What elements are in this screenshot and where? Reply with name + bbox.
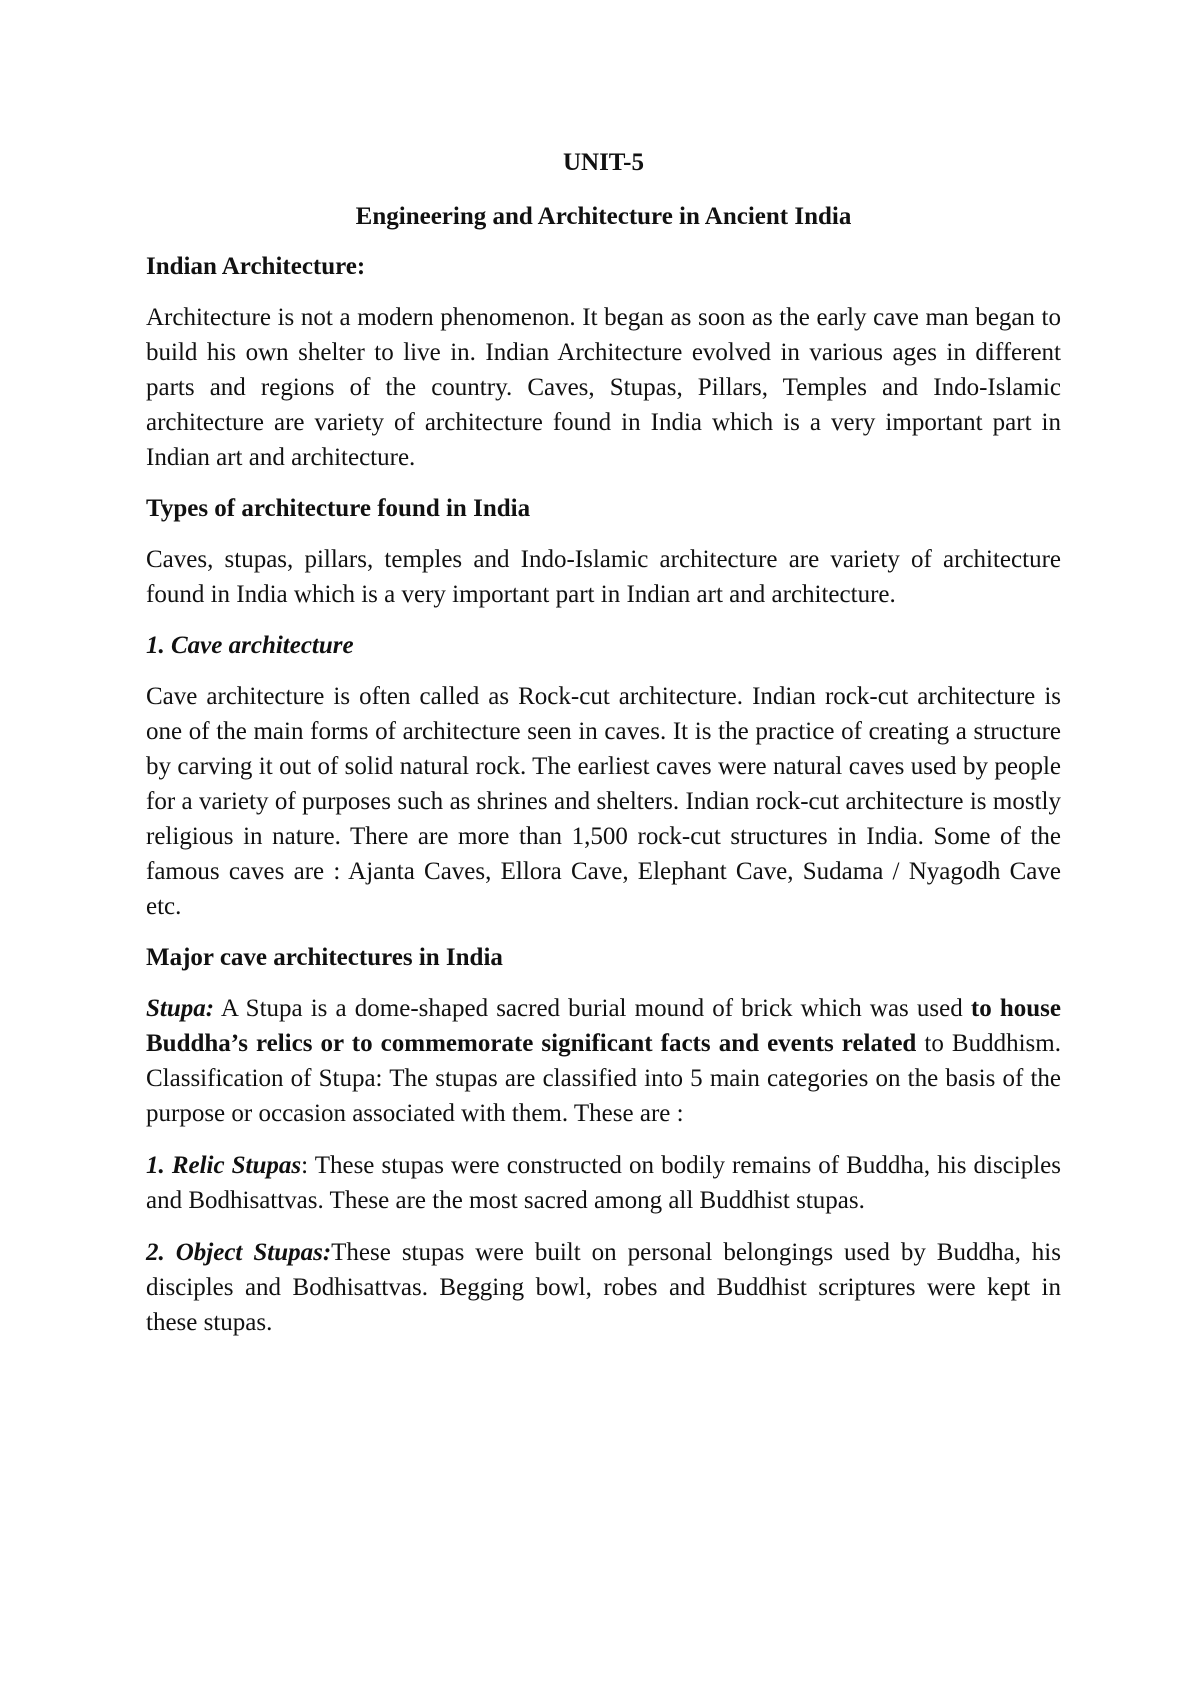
relic-stupas-term: 1. Relic Stupas: [146, 1152, 302, 1179]
heading-cave-architecture: 1. Cave architecture: [146, 632, 354, 659]
unit-label: UNIT-5: [562, 149, 645, 176]
heading-major-cave-architectures: Major cave architectures in India: [146, 944, 503, 971]
object-stupas-text: These stupas were built on personal belongings used by Buddha, his disciples and Bodhisattvas. Begging bowl, robes and Buddhist scriptures were kept in these stupas.: [146, 1239, 1061, 1336]
heading-indian-architecture: Indian Architecture:: [146, 253, 366, 280]
paragraph-types-of-architecture: Caves, stupas, pillars, temples and Indo-Islamic architecture are variety of architecture found in India which is a very important part in Indian art and architecture.: [146, 546, 1061, 608]
paragraph-stupa: [146, 991, 1061, 1131]
paragraph-object-stupas: [146, 1235, 1061, 1340]
page-content: [146, 146, 1061, 1357]
paragraph-cave-architecture: Cave architecture is often called as Rock-cut architecture. Indian rock-cut architecture is one of the main forms of architecture seen in caves. It is the practice of creating a structure by carving it out of solid natural rock. The earliest caves were natural caves used by people for a variety of purposes such as shrines and shelters. Indian rock-cut architecture is mostly religious in nature. There are more than 1,500 rock-cut structures in India. Some of the famous caves are : Ajanta Caves, Ellora Cave, Elephant Cave, Sudama / Nyagodh Cave etc.: [146, 683, 1061, 920]
stupa-term: Stupa:: [146, 995, 215, 1022]
stupa-text-1: A Stupa is a dome-shaped sacred burial mound of brick which was used: [214, 995, 971, 1022]
object-stupas-term: 2. Object Stupas:: [146, 1239, 332, 1266]
stupa-text-bold: to house Buddha’s relics or to commemorate significant facts and events related: [146, 995, 1061, 1057]
paragraph-relic-stupas: [146, 1148, 1061, 1218]
heading-types-of-architecture: Types of architecture found in India: [146, 495, 531, 522]
paragraph-indian-architecture: Architecture is not a modern phenomenon. It began as soon as the early cave man began to build his own shelter to live in. Indian Architecture evolved in various ages in different parts and regions of the country. Caves, Stupas, Pillars, Temples and Indo-Islamic architecture are variety of architecture found in India which is a very important part in Indian art and architecture.: [146, 304, 1061, 471]
relic-stupas-text: : These stupas were constructed on bodily remains of Buddha, his disciples and Bodhisattvas. These are the most sacred among all Buddhist stupas.: [146, 1152, 1061, 1214]
document-title: Engineering and Architecture in Ancient India: [355, 203, 852, 230]
stupa-text-2: to Buddhism. Classification of Stupa: The stupas are classified into 5 main categories on the basis of the purpose or occasion associated with them. These are :: [146, 1030, 1061, 1127]
